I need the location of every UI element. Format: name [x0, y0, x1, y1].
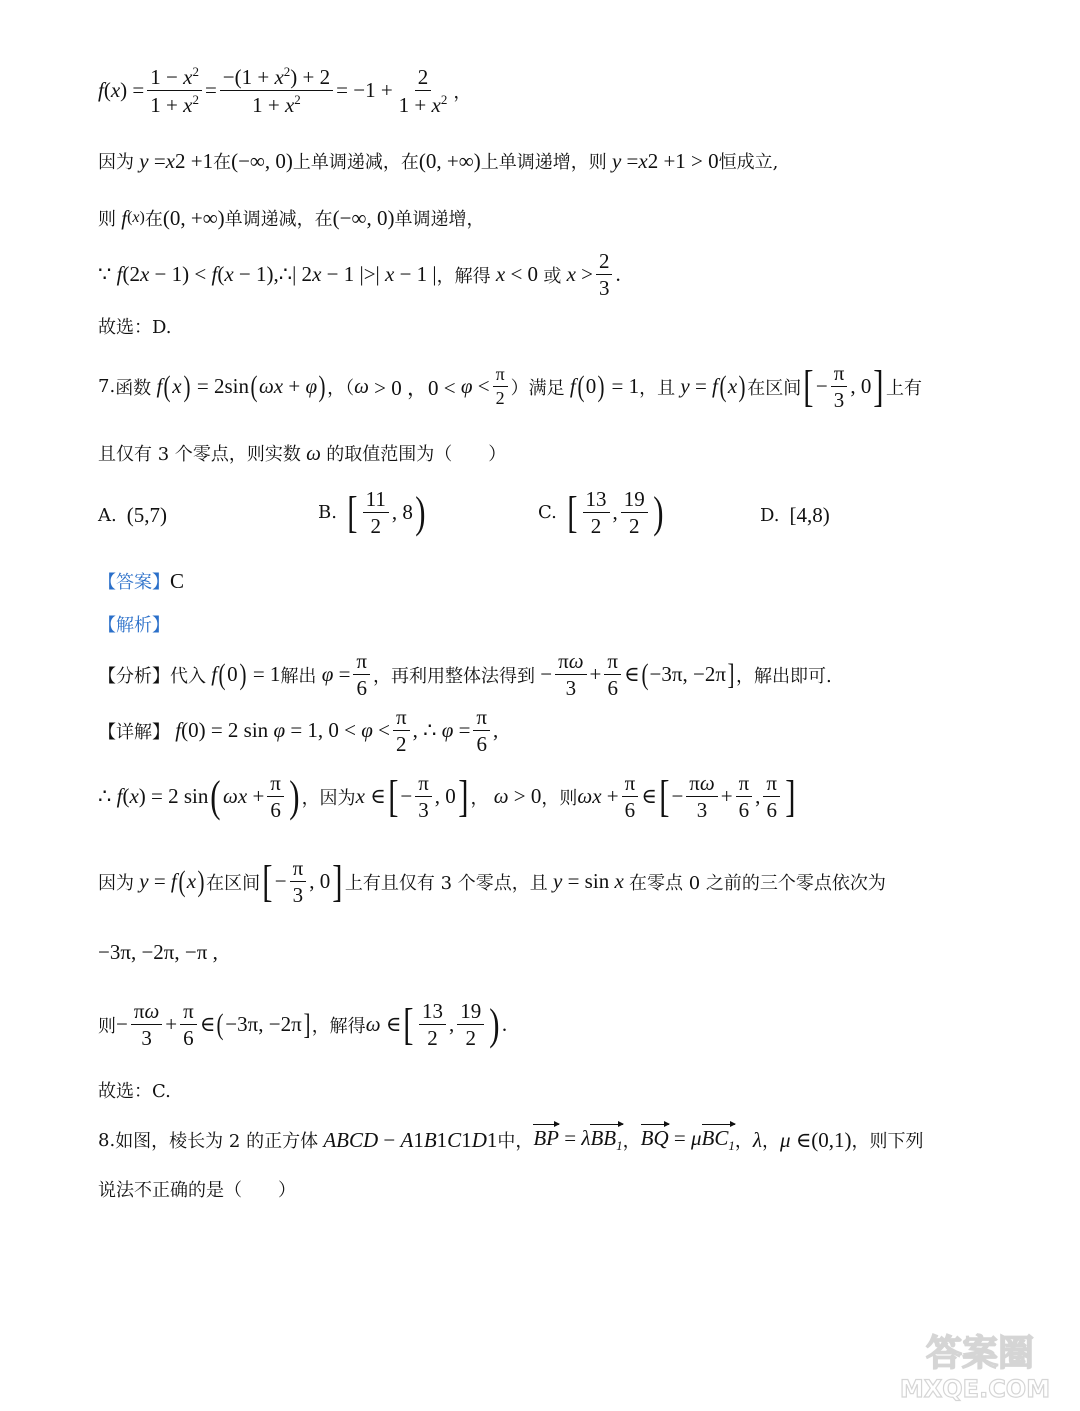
inequality-solution: ∵ f(2x − 1) < f(x − 1),∴| 2x − 1 |>| x − 1 | ，解得 x < 0 或 x > $\frac{2}{3}$ .	[98, 249, 621, 301]
answer-value: C	[170, 568, 185, 593]
fx-monotonic-statement: 则 f (x) 在 (0, +∞) 单调递减，在 (−∞, 0) 单调递增，	[98, 205, 485, 230]
question-7-number: 7.	[98, 376, 116, 398]
xiangjie-line: 【详解】 f(0) = 2 sin φ = 1, 0 < φ < $\frac{\pi}{2}$ , ∴ φ = $\frac{\pi}{6}$ ,	[98, 705, 499, 757]
answer-tag: 【答案】	[98, 572, 170, 593]
question-7-stem: 7. 函数 f ( x ) = 2sin ( ωx + φ ) ，（ ω > 0 ，0 < φ < $\frac{\pi}{2}$ ）满足 f ( 0 ) = 1 ，且 y = f ( x ) 在区间 [ − $\frac{\pi}{3}$ , 0 ] 上有	[98, 361, 922, 413]
watermark-graphic	[890, 1323, 1060, 1403]
formula-fx-decomposition: f ( x ) = $\frac{1 - x^2}{1 + x^2}$ = $\frac{-(1 + x^2) + 2}{1 + x^2}$ = −1 + $\frac{2}{1 + x^2}$ ，	[98, 64, 472, 118]
watermark-top-text: 答案圈	[925, 1333, 1035, 1374]
choose-d: 故选：D.	[98, 317, 172, 338]
analysis-tag-line	[98, 611, 170, 637]
analysis-tag: 【解析】	[98, 615, 170, 636]
question-7-stem-line2: 且仅有 3 个零点，则实数 ω 的取值范围为（ ）	[98, 440, 507, 465]
question-8-number: 8.	[98, 1129, 116, 1151]
solution-step-4: 则 − $\frac{\pi\omega}{3}$ + $\frac{\pi}{6}$ ∈ ( −3π, −2π ] ，解得 ω ∈ [ $\frac{13}{2}$ , $\frac{19}{2}$ ) .	[98, 999, 508, 1051]
solution-step-2: 因为 y = f ( x ) 在区间 [ − $\frac{\pi}{3}$ , 0 ] 上有且仅有 3 个零点，且 y = sin x 在零点 0 之前的三个零点依次为	[98, 856, 886, 908]
solution-step-1: ∴ f(x) = 2 sin ( ωx + $\frac{\pi}{6}$ ) ，因为 x ∈ [ − $\frac{\pi}{3}$ , 0 ] ， ω > 0 ，则 ωx + $\frac{\pi}{6}$ ∈ [ − $\frac{\pi\omega}{3}$ + $\frac{\pi}{6}$ , $\frac{\pi}{6}$ ]	[98, 771, 796, 823]
line1-tail: ，	[453, 81, 472, 103]
watermark-logo	[890, 1323, 1060, 1403]
question-8-stem-line2: 说法不正确的是（ ）	[98, 1180, 296, 1201]
monotonic-statement: 因为 y = x 2 +1 在 (−∞, 0) 上单调递减，在 (0, +∞) 上单调递增，则 y = x 2 +1 > 0 恒成立,	[98, 148, 779, 173]
option-a[interactable]: A. (5,7)	[98, 503, 167, 527]
fenxi-line: 【分析】 代入 f ( 0 ) = 1 解出 φ = $\frac{\pi}{6}$ ，再利用整体法得到 − $\frac{\pi\omega}{3}$ + $\frac{\pi}{6}$ ∈ ( −3π, −2π ] ，解出即可.	[98, 649, 832, 701]
answer-line	[98, 568, 184, 594]
option-c[interactable]: C. [ $\frac{13}{2}$ , $\frac{19}{2}$ )	[538, 487, 664, 539]
option-b[interactable]: B. [ $\frac{11}{2}$ , 8 )	[318, 487, 426, 539]
option-d[interactable]: D. [4,8)	[760, 503, 830, 527]
choose-c: 故选：C.	[98, 1081, 171, 1102]
question-8-stem: 8. 如图，棱长为 2 的正方体 ABCD − A 1 B 1 C 1 D 1 中， BP = λBB$_1$ ， BQ = μBC$_1$ ， λ ， μ ∈(0,1) ，则下列	[98, 1126, 924, 1154]
solution-step-3: −3π, −2π, −π ,	[98, 940, 218, 964]
watermark-bottom-text: MXQE.COM	[899, 1375, 1051, 1403]
